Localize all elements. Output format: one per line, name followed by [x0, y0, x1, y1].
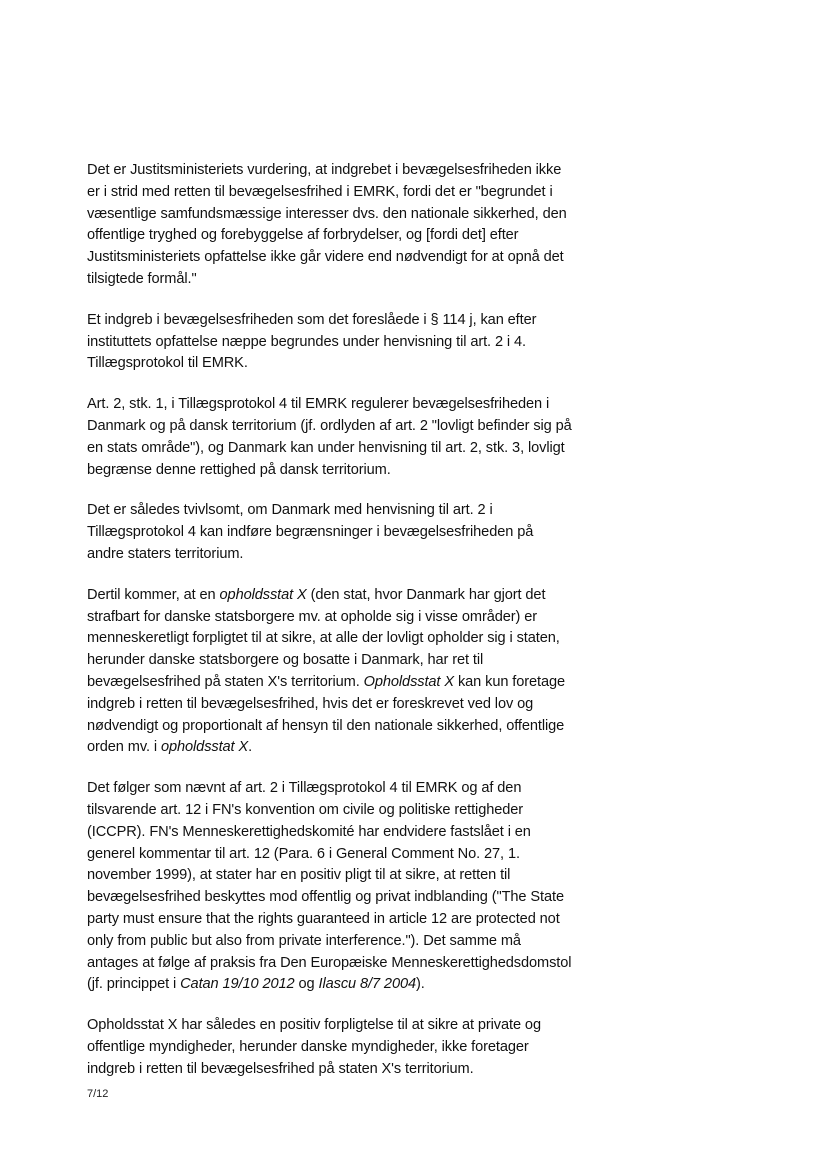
paragraph-text: ). — [416, 976, 425, 993]
document-body — [87, 160, 572, 1099]
paragraph-text: . — [248, 739, 253, 756]
paragraph-2 — [87, 310, 572, 375]
paragraph-text: (den stat, hvor Danmark har gjort det strafbart for danske statsborgere mv. at opholde sig i visse områder) er menneskeretligt forpligtet til at sikre, at alle der lovligt opholder sig i staten, herunder danske statsborgere og bosatte i Danmark, har ret til bevægelsesfrihed på staten X's territorium. — [87, 586, 560, 690]
case-citation: Ilascu 8/7 2004 — [318, 976, 417, 993]
paragraph-1 — [87, 160, 572, 291]
case-citation: Catan 19/10 2012 — [180, 976, 295, 993]
italic-term: opholdsstat X — [219, 586, 307, 603]
italic-term: opholdsstat X — [160, 739, 249, 756]
paragraph-7 — [87, 1015, 572, 1080]
paragraph-text: Opholdsstat X har således en positiv forpligtelse til at sikre at private og offentlige myndigheder, herunder danske myndigheder, ikke foretager indgreb i retten til bevægelsesfrihed på staten X's territorium. — [87, 1017, 541, 1077]
paragraph-text: Det er Justitsministeriets vurdering, at indgrebet i bevægelsesfriheden ikke er i strid med retten til bevægelsesfrihed i EMRK, fordi det er "begrundet i væsentlige samfundsmæssige interesser dvs. den nationale sikkerhed, den offentlige tryghed og forebyggelse af forbrydelser, og [fordi det] efter Justitsministeriets opfattelse ikke går videre end nødvendigt for at opnå det tilsigtede formål." — [87, 162, 567, 287]
paragraph-3 — [87, 394, 572, 481]
paragraph-4 — [87, 500, 572, 565]
paragraph-5 — [87, 585, 572, 759]
paragraph-text: Dertil kommer, at en — [87, 586, 220, 603]
paragraph-text: Art. 2, stk. 1, i Tillægsprotokol 4 til EMRK regulerer bevægelsesfriheden i Danmark og på dansk territorium (jf. ordlyden af art. 2 "lovligt befinder sig på en stats område"), og Danmark kan under henvisning til art. 2, stk. 3, lovligt begrænse denne rettighed på dansk territorium. — [87, 396, 572, 478]
page-number: 7/12 — [87, 1088, 109, 1100]
paragraph-text: Det følger som nævnt af art. 2 i Tillægsprotokol 4 til EMRK og af den tilsvarende art. 12 i FN's konvention om civile og politiske rettigheder (ICCPR). FN's Menneskerettighedskomité har endvidere fastslået i en generel kommentar til art. 12 (Para. 6 i General Comment No. 27, 1. november 1999), at stater har en positiv pligt til at sikre, at retten til bevægelsesfrihed beskyttes mod offentlig og privat indblanding ("The State party must ensure that the rights guaranteed in article 12 are protected not only from public but also from private interference."). Det samme må antages at følge af praksis fra Den Europæiske Menneskerettighedsdomstol (jf. princippet i — [87, 780, 572, 993]
paragraph-text: og — [294, 976, 319, 993]
paragraph-6 — [87, 778, 572, 996]
paragraph-text: Et indgreb i bevægelsesfriheden som det foreslåede i § 114 j, kan efter instituttets opfattelse næppe begrundes under henvisning til art. 2 i 4. Tillægsprotokol til EMRK. — [87, 311, 537, 372]
italic-term: Opholdsstat X — [363, 673, 454, 690]
paragraph-text: Det er således tvivlsomt, om Danmark med henvisning til art. 2 i Tillægsprotokol 4 kan indføre begrænsninger i bevægelsesfriheden på andre staters territorium. — [87, 502, 534, 562]
paragraph-text: kan kun foretage indgreb i retten til bevægelsesfrihed, hvis det er foreskrevet ved lov og nødvendigt og proportionalt af hensyn til den nationale sikkerhed, offentlige orden mv. i — [87, 673, 566, 756]
